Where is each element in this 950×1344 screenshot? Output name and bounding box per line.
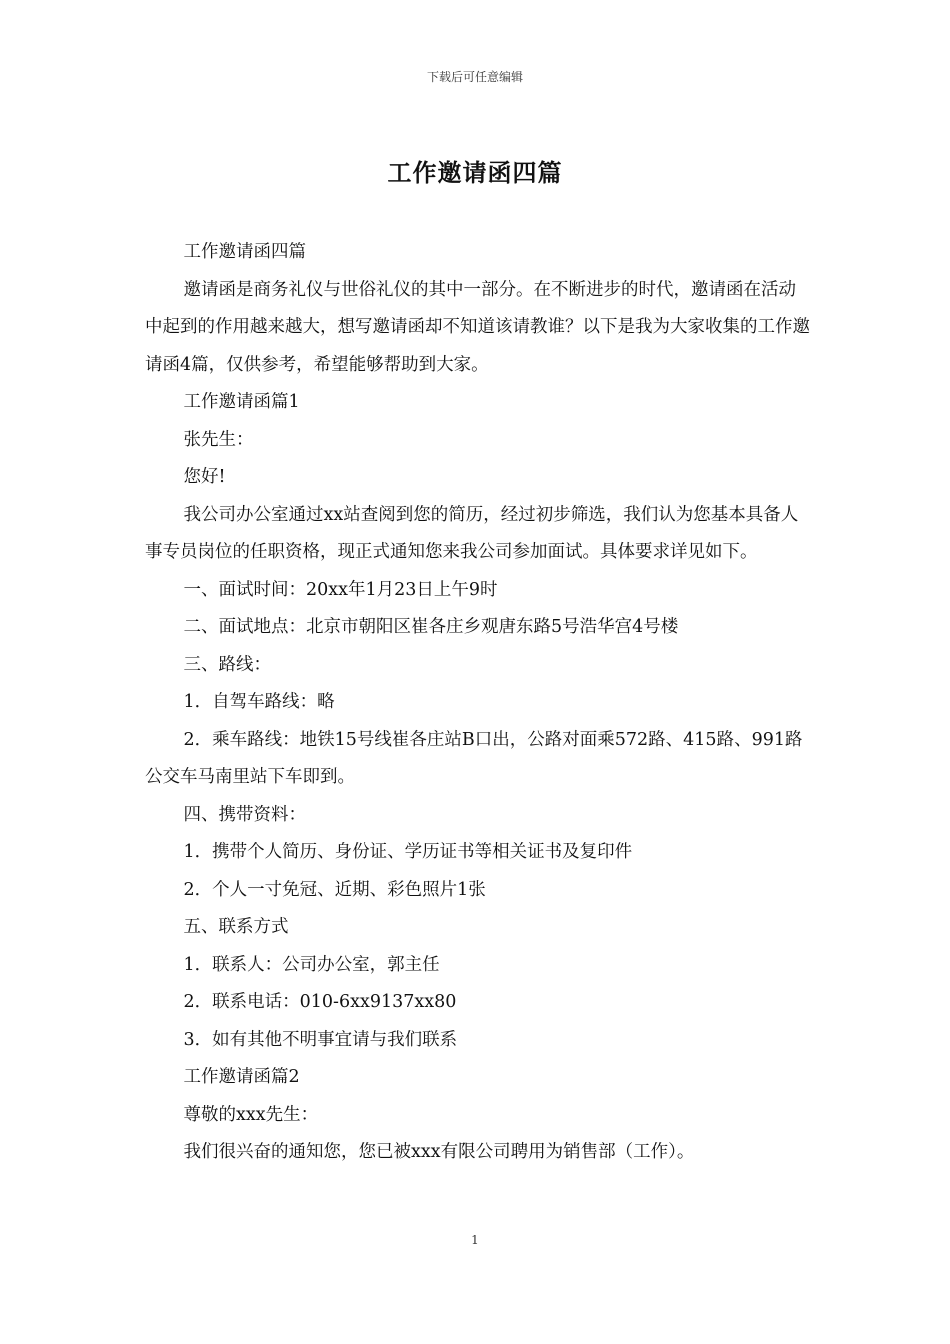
paragraph-contact-phone: 2．联系电话：010-6xx9137xx80 xyxy=(183,992,457,1012)
paragraph-salutation-1: 张先生： xyxy=(183,429,254,450)
paragraph-intro: 邀请函是商务礼仪与世俗礼仪的其中一部分。在不断进步的时代，邀请函在活动中起到的作用越来越大，想写邀请函却不知道该请教谁？以下是我为大家收集的工作邀请函4篇，仅供参考，希望能够帮助到大家。 xyxy=(145,279,810,375)
document-body xyxy=(145,234,810,1172)
paragraph-route-heading: 三、路线： xyxy=(183,654,271,675)
paragraph-contact-heading: 五、联系方式 xyxy=(183,917,289,937)
paragraph-notice: 我公司办公室通过xx站查阅到您的简历，经过初步筛选，我们认为您基本具备人事专员岗位的任职资格，现正式通知您来我公司参加面试。具体要求详见如下。 xyxy=(145,504,799,562)
paragraph-route-transit: 2．乘车路线：地铁15号线崔各庄站B口出，公路对面乘572路、415路、991路公交车马南里站下车即到。 xyxy=(145,729,803,787)
paragraph-contact-other: 3．如有其他不明事宜请与我们联系 xyxy=(183,1029,458,1050)
page-number: 1 xyxy=(471,1233,479,1247)
paragraph-route-driving: 1．自驾车路线：略 xyxy=(183,692,335,712)
paragraph-materials-photo: 2．个人一寸免冠、近期、彩色照片1张 xyxy=(183,879,486,900)
paragraph-contact-person: 1．联系人：公司办公室，郭主任 xyxy=(183,954,440,975)
paragraph-interview-time: 一、面试时间：20xx年1月23日上午9时 xyxy=(183,579,498,600)
header-note: 下载后可任意编辑 xyxy=(426,70,523,84)
paragraph-section-1-title: 工作邀请函篇1 xyxy=(183,392,300,412)
paragraph-greeting: 您好! xyxy=(183,467,226,487)
paragraph-materials-documents: 1．携带个人简历、身份证、学历证书等相关证书及复印件 xyxy=(183,842,633,862)
paragraph-salutation-2: 尊敬的xxx先生： xyxy=(183,1104,319,1125)
paragraph-interview-location: 二、面试地点：北京市朝阳区崔各庄乡观唐东路5号浩华宫4号楼 xyxy=(183,617,679,637)
paragraph-subtitle: 工作邀请函四篇 xyxy=(183,242,306,262)
paragraph-offer: 我们很兴奋的通知您，您已被xxx有限公司聘用为销售部（工作）。 xyxy=(183,1142,695,1162)
paragraph-section-2-title: 工作邀请函篇2 xyxy=(183,1067,300,1087)
document-title: 工作邀请函四篇 xyxy=(387,158,563,187)
paragraph-materials-heading: 四、携带资料： xyxy=(183,804,306,825)
